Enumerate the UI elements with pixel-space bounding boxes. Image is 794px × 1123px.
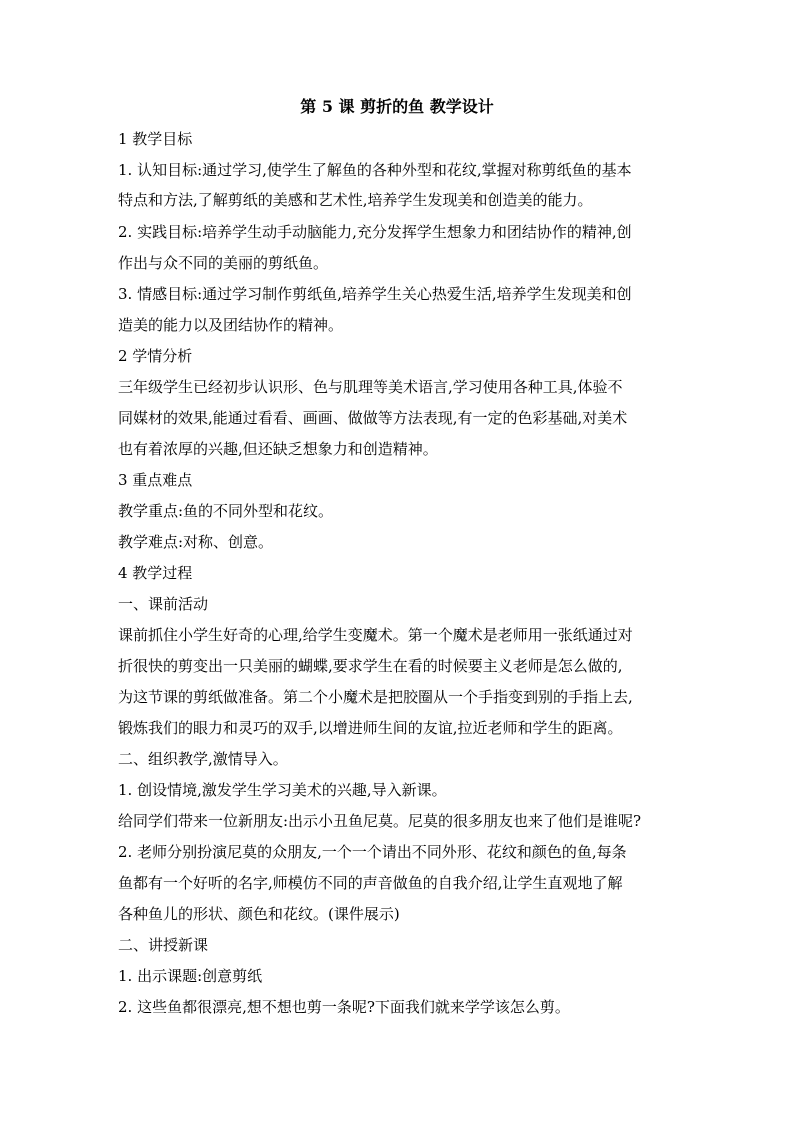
paragraph-line: 教学难点:对称、创意。 xyxy=(118,533,274,551)
paragraph-line: 3. 情感目标:通过学习制作剪纸鱼,培养学生关心热爱生活,培养学生发现美和创 xyxy=(118,285,632,303)
paragraph-line: 1. 认知目标:通过学习,使学生了解鱼的各种外型和花纹,掌握对称剪纸鱼的基本 xyxy=(118,161,632,179)
paragraph-line: 2. 这些鱼都很漂亮,想不想也剪一条呢?下面我们就来学学该怎么剪。 xyxy=(118,998,570,1016)
paragraph-line: 各种鱼儿的形状、颜色和花纹。(课件展示) xyxy=(118,905,400,923)
subsection-heading: 一、课前活动 xyxy=(118,595,209,613)
paragraph-line: 作出与众不同的美丽的剪纸鱼。 xyxy=(118,254,329,272)
subsection-heading: 二、讲授新课 xyxy=(118,936,209,954)
paragraph-line: 1. 出示课题:创意剪纸 xyxy=(118,967,263,985)
paragraph-line: 同媒材的效果,能通过看看、画画、做做等方法表现,有一定的色彩基础,对美术 xyxy=(118,409,628,427)
section-heading-objectives: 1 教学目标 xyxy=(118,130,193,148)
section-heading-analysis: 2 学情分析 xyxy=(118,347,193,365)
paragraph-line: 特点和方法,了解剪纸的美感和艺术性,培养学生发现美和创造美的能力。 xyxy=(118,191,593,209)
section-heading-process: 4 教学过程 xyxy=(118,564,193,582)
paragraph-line: 2. 老师分别扮演尼莫的众朋友,一个一个请出不同外形、花纹和颜色的鱼,每条 xyxy=(118,843,627,861)
paragraph-line: 1. 创设情境,激发学生学习美术的兴趣,导入新课。 xyxy=(118,781,447,799)
paragraph-line: 鱼都有一个好听的名字,师模仿不同的声音做鱼的自我介绍,让学生直观地了解 xyxy=(118,874,623,892)
paragraph-line: 折很快的剪变出一只美丽的蝴蝶,要求学生在看的时候要主义老师是怎么做的, xyxy=(118,657,623,675)
paragraph-line: 造美的能力以及团结协作的精神。 xyxy=(118,316,344,334)
subsection-heading: 二、组织教学,激情导入。 xyxy=(118,750,288,768)
paragraph-line: 也有着浓厚的兴趣,但还缺乏想象力和创造精神。 xyxy=(118,440,438,458)
document-title: 第 5 课 剪折的鱼 教学设计 xyxy=(300,97,494,116)
section-heading-key-points: 3 重点难点 xyxy=(118,471,193,489)
paragraph-line: 三年级学生已经初步认识形、色与肌理等美术语言,学习使用各种工具,体验不 xyxy=(118,378,623,396)
paragraph-line: 给同学们带来一位新朋友:出示小丑鱼尼莫。尼莫的很多朋友也来了他们是谁呢? xyxy=(118,812,642,830)
paragraph-line: 为这节课的剪纸做准备。第二个小魔术是把胶圈从一个手指变到别的手指上去, xyxy=(118,688,633,706)
paragraph-line: 2. 实践目标:培养学生动手动脑能力,充分发挥学生想象力和团结协作的精神,创 xyxy=(118,223,632,241)
paragraph-line: 课前抓住小学生好奇的心理,给学生变魔术。第一个魔术是老师用一张纸通过对 xyxy=(118,626,633,644)
paragraph-line: 教学重点:鱼的不同外型和花纹。 xyxy=(118,502,334,520)
paragraph-line: 锻炼我们的眼力和灵巧的双手,以增进师生间的友谊,拉近老师和学生的距离。 xyxy=(118,719,623,737)
